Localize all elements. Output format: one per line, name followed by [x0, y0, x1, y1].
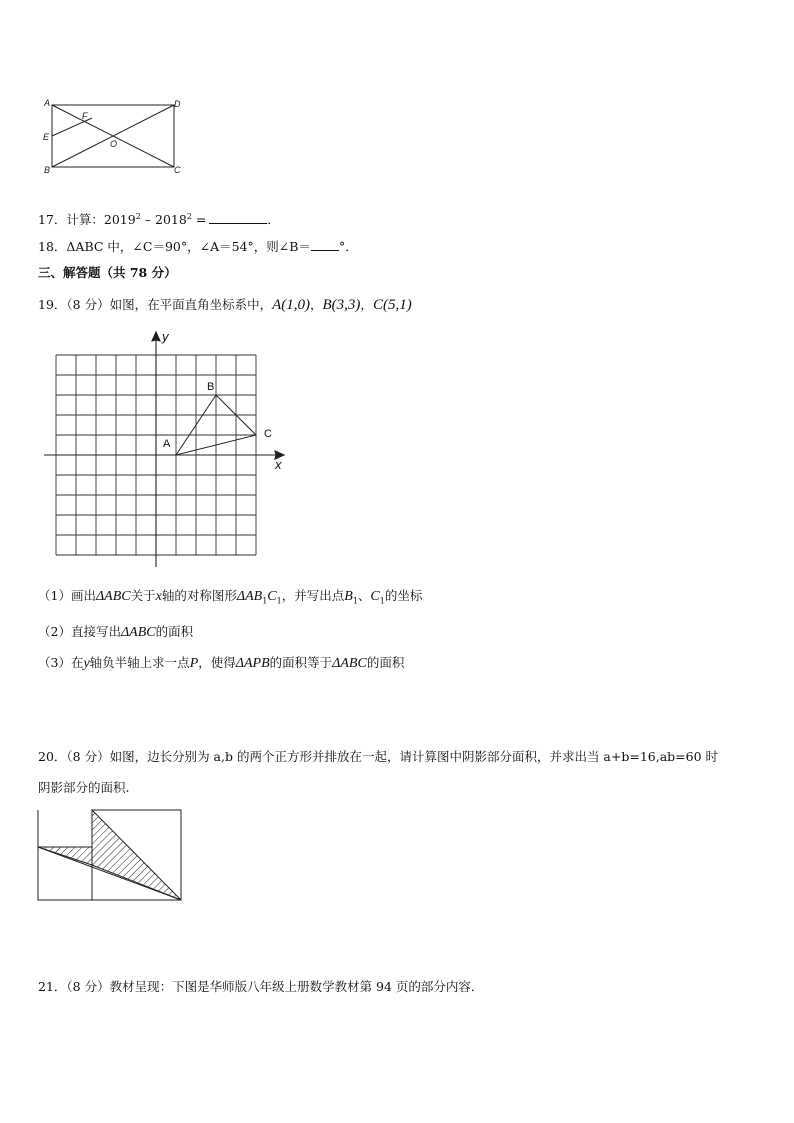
- label-C: C: [174, 165, 181, 175]
- question-17: 17．计算：$2019^2 - 2018^2$ = ．: [38, 212, 280, 228]
- label-O: O: [110, 139, 118, 149]
- question-19-part-2: （2）直接写出ΔABC的面积: [38, 624, 194, 640]
- question-19-stem: 19．（8 分）如图，在平面直角坐标系中，A(1,0)，B(3,3)，C(5,1): [38, 297, 412, 313]
- question-20-line-2: 阴影部分的面积.: [38, 780, 130, 795]
- question-18: 18．ΔABC 中，∠C＝90°，∠A＝54°，则∠B＝ °．: [38, 239, 358, 254]
- answer-blank: [311, 238, 339, 251]
- y-label: y: [162, 329, 169, 344]
- point-label-b: B: [207, 381, 215, 393]
- point-label-c: C: [264, 428, 272, 440]
- y-axis-arrow: [152, 332, 160, 341]
- question-20-line-1: 20．（8 分）如图，边长分别为 a,b 的两个正方形并排放在一起，请计算图中阴影部分面积，并求出当 a+b=16,ab=60 时: [38, 749, 719, 764]
- answer-blank: [209, 211, 267, 224]
- section-title: 三、解答题（共 78 分）: [38, 265, 177, 280]
- shaded-region-large: [92, 810, 181, 900]
- question-19-part-3: （3）在y轴负半轴上求一点P，使得ΔAPB的面积等于ΔABC的面积: [38, 655, 405, 671]
- coordinate-grid-figure: [40, 326, 290, 571]
- label-E: E: [43, 132, 50, 142]
- rectangle-figure: [38, 96, 188, 178]
- x-label: x: [275, 457, 282, 472]
- point-label-a: A: [163, 438, 171, 450]
- question-19-part-1: （1）画出ΔABC关于x轴的对称图形$\Delta AB_1C_1$，并写出点$B_1$、$C_1$的坐标: [38, 588, 423, 606]
- label-A: A: [44, 98, 51, 108]
- label-D: D: [174, 99, 181, 109]
- question-21: 21．（8 分）教材呈现：下图是华师版八年级上册数学教材第 94 页的部分内容．: [38, 979, 484, 994]
- label-F: F: [82, 111, 88, 121]
- label-B: B: [44, 165, 51, 175]
- two-squares-figure: [36, 808, 186, 904]
